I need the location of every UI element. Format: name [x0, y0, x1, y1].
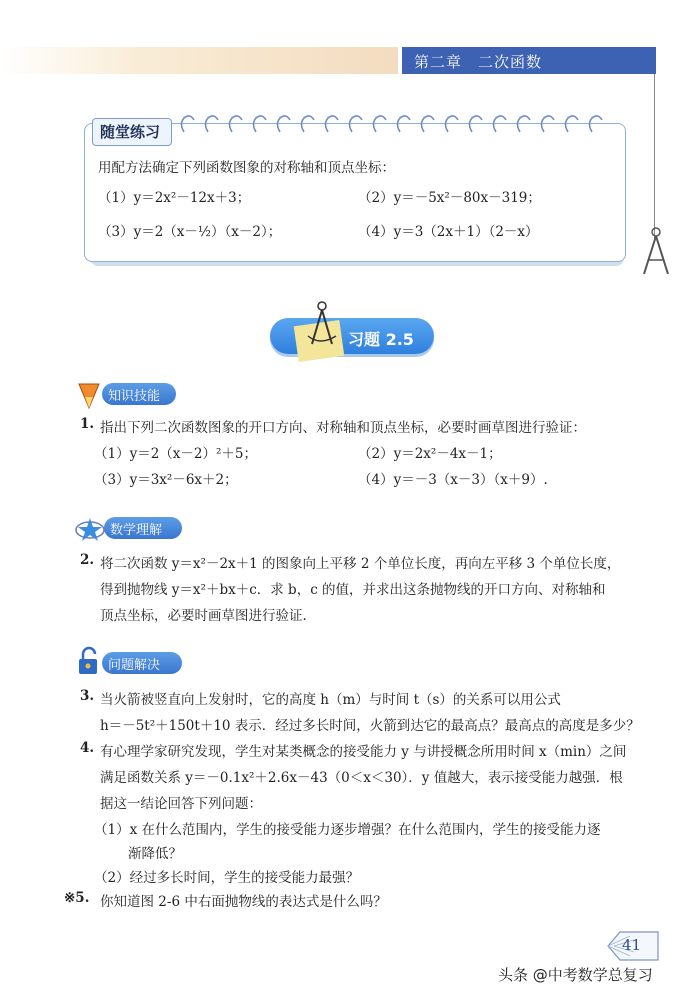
- practice-item-1: （1）y＝2x²－12x＋3；: [98, 190, 251, 206]
- page-number: 41: [622, 936, 642, 954]
- q1-item-3: （3）y＝3x²－6x＋2；: [94, 472, 238, 488]
- q4-line-1: 有心理学家研究发现，学生对某类概念的接受能力 y 与讲授概念所用时间 x（min）之间: [100, 744, 627, 760]
- q1-item-4: （4）y＝－3（x－3）（x＋9）.: [358, 472, 548, 488]
- lock-icon: [76, 646, 102, 676]
- practice-item-2: （2）y＝－5x²－80x－319；: [358, 190, 541, 206]
- spiral-binding-icon: [178, 112, 618, 138]
- q2-number: 2.: [80, 552, 95, 568]
- q1-text: 指出下列二次函数图象的开口方向、对称轴和顶点坐标，必要时画草图进行验证：: [100, 420, 586, 436]
- practice-title: 随堂练习: [100, 123, 161, 141]
- pencil-icon: [76, 380, 102, 410]
- q3-line-1: 当火箭被竖直向上发射时，它的高度 h（m）与时间 t（s）的关系可以用公式: [100, 692, 561, 708]
- q4-sub-1: （1）x 在什么范围内，学生的接受能力逐步增强？在什么范围内，学生的接受能力逐: [94, 822, 601, 838]
- q3-line-2: h＝－5t²＋150t＋10 表示．经过多长时间，火箭到达它的最高点？最高点的高度是多少？: [100, 718, 640, 734]
- q2-line-2: 得到抛物线 y＝x²＋bx＋c．求 b，c 的值，并求出这条抛物线的开口方向、对称轴和: [100, 582, 606, 598]
- q1-number: 1.: [80, 416, 95, 432]
- q1-item-1: （1）y＝2（x－2）²＋5；: [94, 446, 258, 462]
- exercise-label: 习题 2.5: [348, 330, 414, 349]
- q2-line-3: 顶点坐标，必要时画草图进行验证.: [100, 608, 307, 624]
- q4-sub-1-cont: 渐降低？: [128, 846, 182, 862]
- section-understanding-label: 数学理解: [110, 523, 163, 538]
- q4-number: 4.: [80, 740, 95, 756]
- compass-badge-icon: [300, 300, 340, 350]
- section-problem-label: 问题解决: [108, 658, 161, 673]
- q2-line-1: 将二次函数 y＝x²－2x＋1 的图象向上平移 2 个单位长度，再向左平移 3 个单位长度，: [100, 556, 621, 572]
- practice-item-3: （3）y＝2（x－½）（x－2）；: [98, 224, 282, 240]
- q4-line-2: 满足函数关系 y＝－0.1x²＋2.6x－43（0＜x＜30）．y 值越大，表示接受能力越强．根: [100, 770, 623, 786]
- q4-sub-2: （2）经过多长时间，学生的接受能力最强？: [94, 870, 360, 886]
- header-band: [0, 47, 398, 74]
- practice-instruction: 用配方法确定下列函数图象的对称轴和顶点坐标：: [98, 160, 395, 176]
- q1-item-2: （2）y＝2x²－4x－1；: [358, 446, 502, 462]
- q5-number: ※5.: [64, 890, 90, 906]
- q3-number: 3.: [80, 688, 95, 704]
- star-icon: [74, 515, 106, 543]
- section-knowledge-label: 知识技能: [108, 389, 161, 404]
- q4-line-3: 据这一结论回答下列问题：: [100, 796, 262, 812]
- margin-line: [654, 74, 655, 242]
- watermark-text: 头条 @中考数学总复习: [498, 966, 653, 984]
- practice-item-4: （4）y＝3（2x＋1）（2－x）: [358, 224, 539, 240]
- q5-text: 你知道图 2-6 中右面抛物线的表达式是什么吗？: [100, 894, 387, 910]
- compass-icon: [636, 226, 676, 278]
- chapter-title: 第二章 二次函数: [414, 53, 543, 71]
